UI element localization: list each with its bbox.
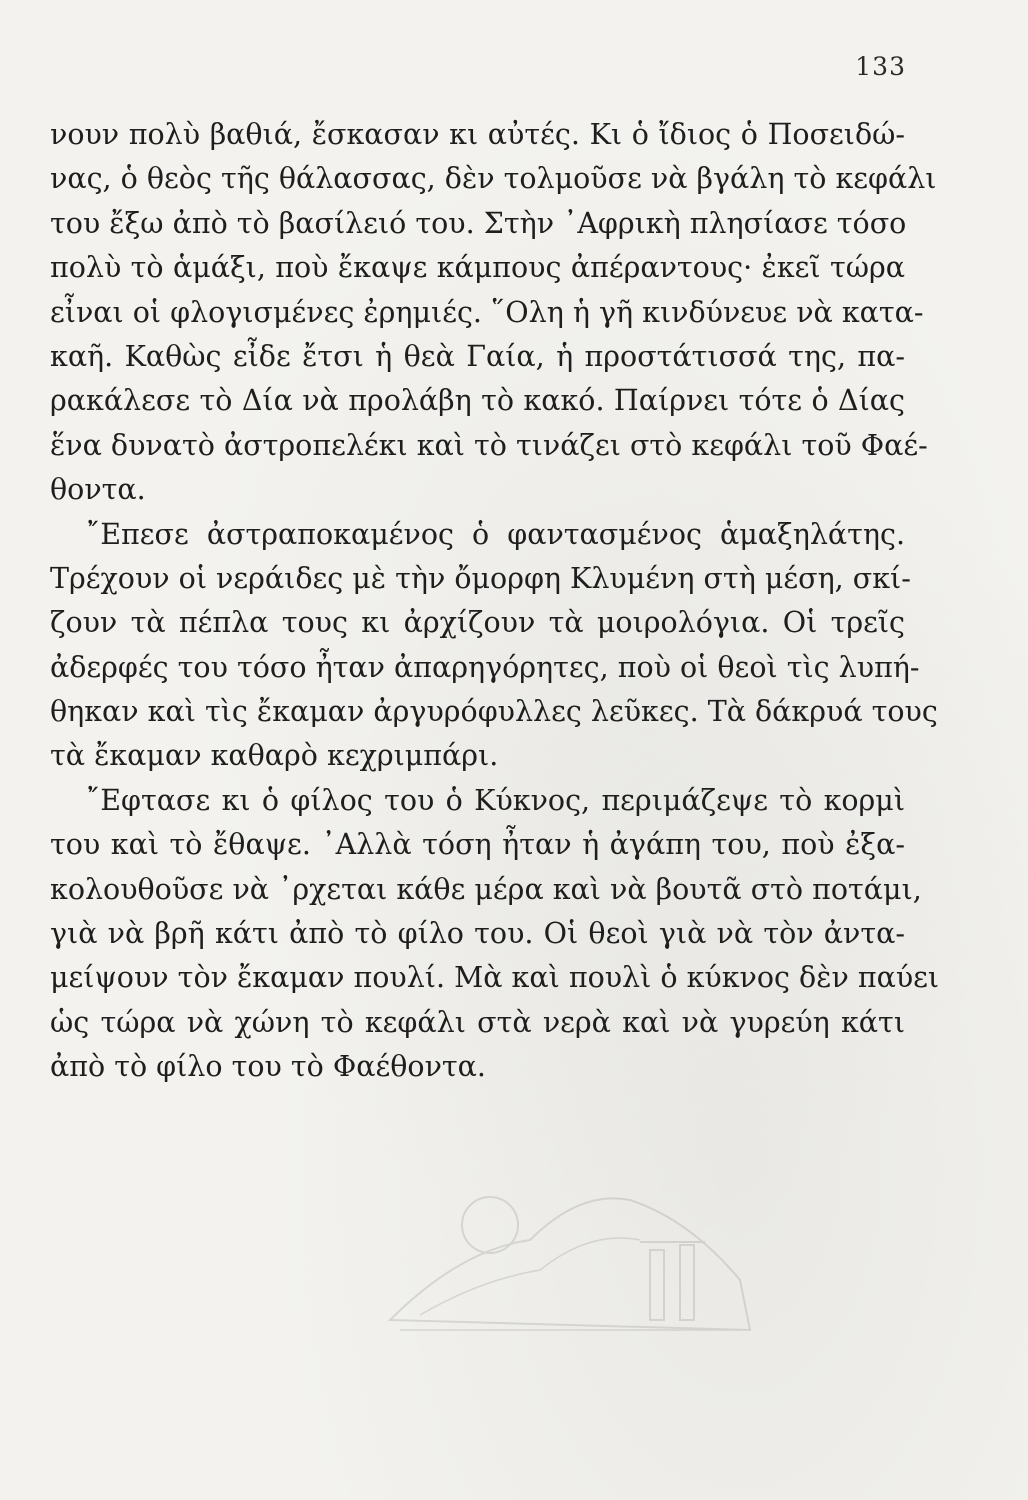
- text-line: πολὺ τὸ ἁμάξι, ποὺ ἔκαψε κάμπους ἀπέραντους· ἐκεῖ τώρα: [50, 251, 905, 285]
- text-line: μείψουν τὸν ἔκαμαν πουλί. Μὰ καὶ πουλὶ ὁ κύκνος δὲν παύει: [50, 961, 940, 995]
- text-line: ζουν τὰ πέπλα τους κι ἀρχίζουν τὰ μοιρολόγια. Οἱ τρεῖς: [50, 606, 905, 640]
- text-line: του καὶ τὸ ἔθαψε. ᾿Αλλὰ τόση ἦταν ἡ ἀγάπη του, ποὺ ἐξα-: [50, 828, 905, 862]
- paragraph-3: [50, 779, 940, 1090]
- text-line: καῆ. Καθὼς εἶδε ἔτσι ἡ θεὰ Γαία, ἡ προστάτισσά της, πα-: [50, 339, 905, 373]
- text-line: ῎Επεσε ἀστραποκαμένος ὁ φαντασμένος ἁμαξηλάτης.: [86, 517, 905, 551]
- paragraph-1: [50, 113, 937, 513]
- page-number: 133: [855, 52, 906, 81]
- text-line: ἀδερφές του τόσο ἦταν ἀπαρηγόρητες, ποὺ οἱ θεοὶ τὶς λυπή-: [50, 650, 920, 684]
- show-through-illustration: [380, 1130, 760, 1350]
- body-text: [50, 113, 940, 1090]
- text-line: ἀπὸ τὸ φίλο του τὸ Φαέθοντα.: [50, 1050, 486, 1084]
- text-line: εἶναι οἱ φλογισμένες ἐρημιές. ῞Ολη ἡ γῆ κινδύνευε νὰ κατα-: [50, 295, 924, 329]
- text-line: του ἔξω ἀπὸ τὸ βασίλειό του. Στὴν ᾿Αφρικὴ πλησίασε τόσο: [50, 206, 907, 240]
- text-line: γιὰ νὰ βρῆ κάτι ἀπὸ τὸ φίλο του. Οἱ θεοὶ γιὰ νὰ τὸν ἀντα-: [50, 917, 905, 951]
- text-line: νουν πολὺ βαθιά, ἔσκασαν κι αὐτές. Κι ὁ ἴδιος ὁ Ποσειδώ-: [50, 118, 905, 151]
- text-line: θηκαν καὶ τὶς ἔκαμαν ἀργυρόφυλλες λεῦκες. Τὰ δάκρυά τους: [50, 695, 938, 729]
- text-line: κολουθοῦσε νὰ ᾿ρχεται κάθε μέρα καὶ νὰ βουτᾶ στὸ ποτάμι,: [50, 872, 922, 906]
- paragraph-2: [50, 513, 938, 779]
- text-line: ὡς τώρα νὰ χώνη τὸ κεφάλι στὰ νερὰ καὶ νὰ γυρεύη κάτι: [50, 1005, 905, 1039]
- text-line: τὰ ἔκαμαν καθαρὸ κεχριμπάρι.: [50, 739, 499, 773]
- text-line: θοντα.: [50, 473, 146, 507]
- text-line: νας, ὁ θεὸς τῆς θάλασσας, δὲν τολμοῦσε νὰ βγάλη τὸ κεφάλι: [50, 162, 937, 196]
- text-line: Τρέχουν οἱ νεράιδες μὲ τὴν ὄμορφη Κλυμένη στὴ μέση, σκί-: [50, 561, 911, 595]
- text-line: ρακάλεσε τὸ Δία νὰ προλάβη τὸ κακό. Παίρνει τότε ὁ Δίας: [50, 384, 905, 418]
- text-line: ἕνα δυνατὸ ἀστροπελέκι καὶ τὸ τινάζει στὸ κεφάλι τοῦ Φαέ-: [50, 428, 928, 462]
- text-line: ῎Εφτασε κι ὁ φίλος του ὁ Κύκνος, περιμάζεψε τὸ κορμὶ: [86, 783, 905, 817]
